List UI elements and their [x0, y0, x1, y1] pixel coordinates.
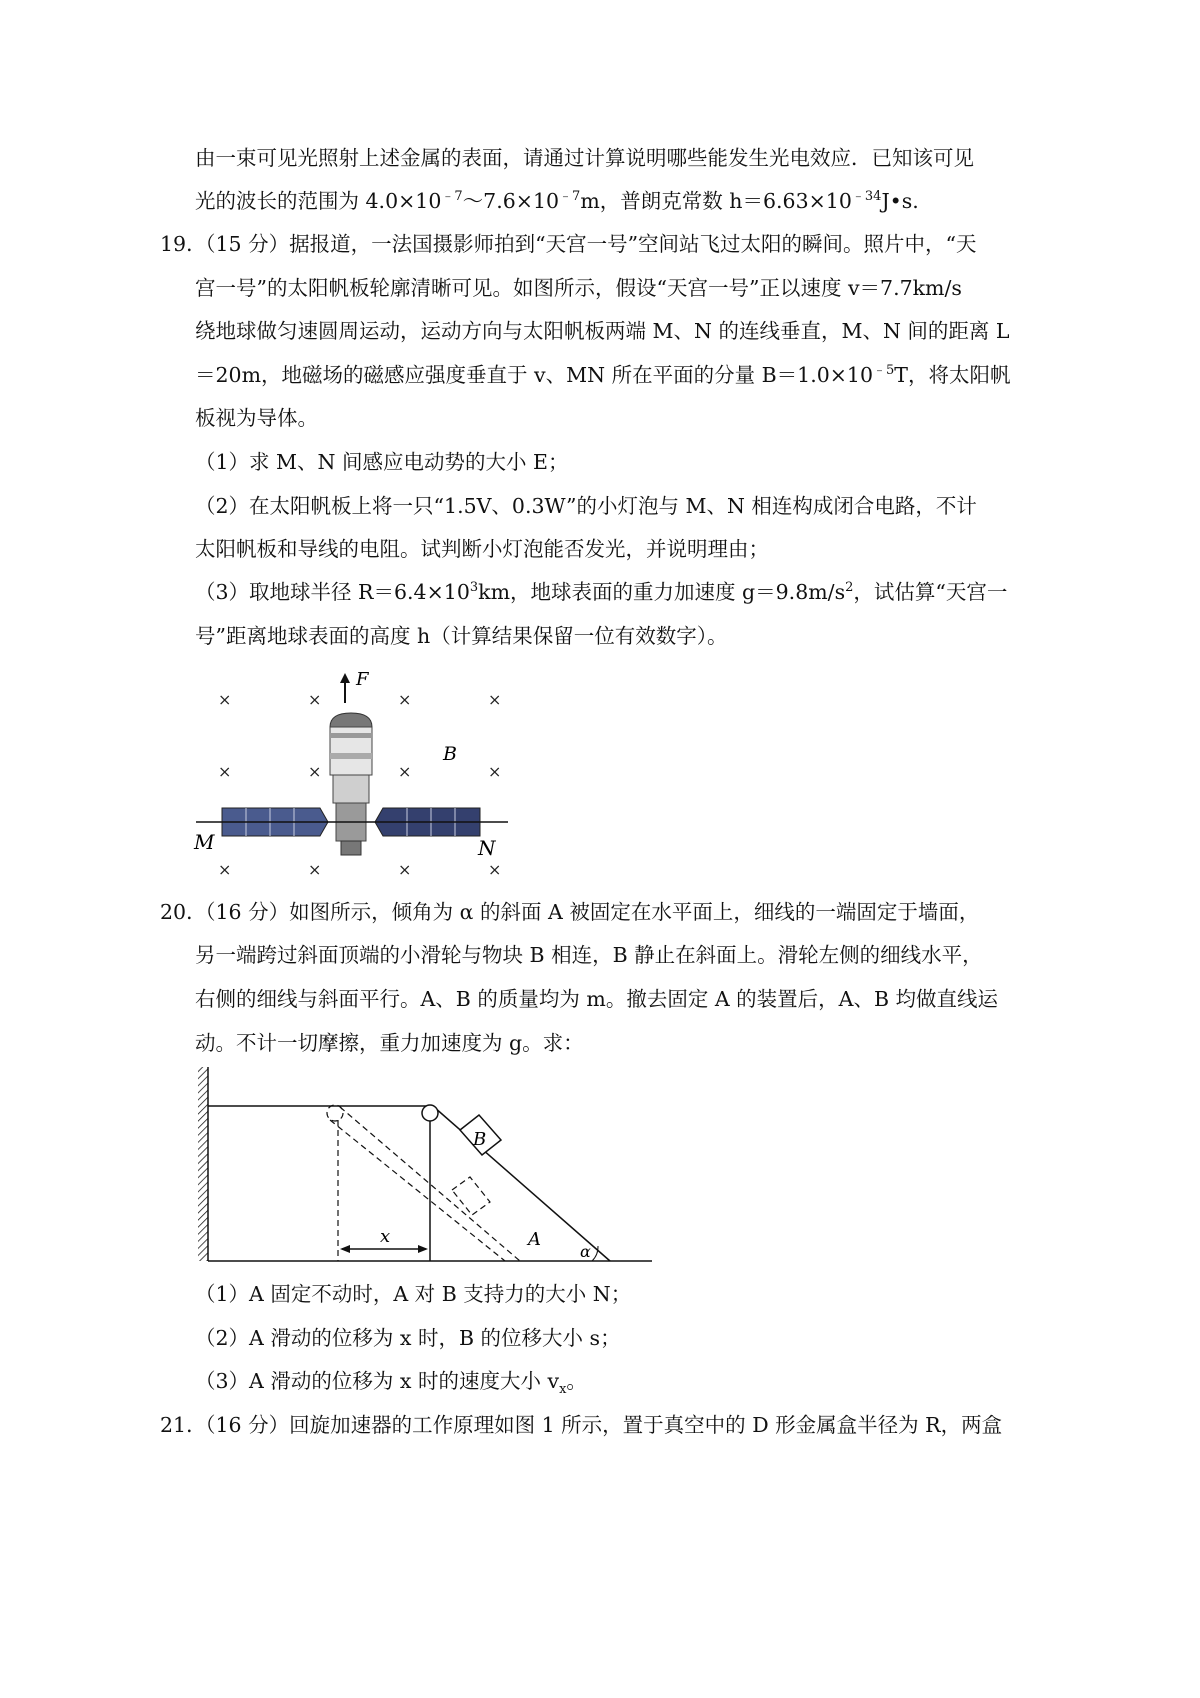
- incline-a: [430, 1107, 610, 1261]
- q19-text-line-5: 板视为导体。: [195, 406, 318, 430]
- q19-line4-a: ＝20m，地磁场的磁感应强度垂直于 v、MN 所在平面的分量 B＝1.0×10: [195, 363, 874, 387]
- q20-header: （16 分）如图所示，倾角为 α 的斜面 A 被固定在水平面上，细线的一端固定于墙面，: [195, 900, 980, 924]
- q19-text-line-4: [195, 360, 1010, 390]
- field-cross: ×: [398, 762, 412, 781]
- field-cross: ×: [308, 762, 322, 781]
- q18-text-line-2: [195, 186, 919, 216]
- field-cross: ×: [218, 860, 232, 879]
- q18-text-line-1: 由一束可见光照射上述金属的表面，请通过计算说明哪些能发生光电效应．已知该可见: [195, 146, 974, 170]
- displacement-label: x: [380, 1226, 391, 1247]
- q18-line2-c: m，普朗克常数 h＝6.63×10: [580, 189, 852, 213]
- field-cross: ×: [488, 690, 502, 709]
- incline-figure: [190, 1065, 660, 1265]
- field-cross: ×: [308, 690, 322, 709]
- space-station-figure: [190, 665, 520, 880]
- q19-number: 19．: [160, 232, 207, 256]
- q20-number: 20．: [160, 900, 207, 924]
- q18-line2-b: ～7.6×10: [462, 189, 560, 213]
- incline-a-label: A: [528, 1229, 541, 1250]
- q19-part3-c: ，试估算“天宫一: [853, 580, 1008, 604]
- field-cross: ×: [398, 690, 412, 709]
- q19-text-line-2: 宫一号”的太阳帆板轮廓清晰可见。如图所示，假设“天宫一号”正以速度 v＝7.7km/s: [195, 276, 962, 300]
- station-body: [330, 713, 372, 855]
- q20-part3-b: 。: [566, 1369, 587, 1393]
- q20-text-line-2: 另一端跨过斜面顶端的小滑轮与物块 B 相连，B 静止在斜面上。滑轮左侧的细线水平，: [195, 943, 983, 967]
- q18-line2-a-exp: ﹣7: [441, 189, 463, 205]
- force-arrow: [340, 673, 350, 703]
- field-cross: ×: [308, 860, 322, 879]
- field-cross: ×: [218, 762, 232, 781]
- q20-part-3: [195, 1366, 587, 1396]
- field-cross: ×: [398, 860, 412, 879]
- block-b-label: B: [473, 1129, 487, 1150]
- field-cross: ×: [488, 860, 502, 879]
- q19-part-3-line-1: [195, 577, 1007, 607]
- q20-part-1: （1）A 固定不动时，A 对 B 支持力的大小 N；: [195, 1282, 632, 1306]
- label-m: M: [194, 830, 215, 854]
- q21-header: （16 分）回旋加速器的工作原理如图 1 所示，置于真空中的 D 形金属盒半径为 R，两盒: [195, 1413, 1003, 1437]
- q19-part-3-line-2: 号”距离地球表面的高度 h（计算结果保留一位有效数字）。: [195, 624, 728, 648]
- q19-part3-a: （3）取地球半径 R＝6.4×10: [195, 580, 470, 604]
- q21-number: 21．: [160, 1413, 207, 1437]
- force-label: F: [356, 669, 369, 690]
- label-n: N: [478, 836, 496, 860]
- q19-part3-exp1: 3: [469, 580, 479, 596]
- q19-part3-b: km，地球表面的重力加速度 g＝9.8m/s: [478, 580, 846, 604]
- q20-part3-a: （3）A 滑动的位移为 x 时的速度大小 v: [195, 1369, 560, 1393]
- pulley: [422, 1105, 438, 1121]
- q20-part-2: （2）A 滑动的位移为 x 时，B 的位移大小 s；: [195, 1326, 621, 1350]
- field-label: B: [443, 743, 457, 765]
- q20-text-line-4: 动。不计一切摩擦，重力加速度为 g。求：: [195, 1031, 584, 1055]
- q19-header: （15 分）据报道，一法国摄影师拍到“天宫一号”空间站飞过太阳的瞬间。照片中，“天: [195, 232, 977, 256]
- q19-text-line-3: 绕地球做匀速圆周运动，运动方向与太阳帆板两端 M、N 的连线垂直，M、N 间的距离 L: [195, 319, 1010, 343]
- q18-line2-c-exp: ﹣34: [851, 189, 882, 205]
- wall: [198, 1067, 208, 1261]
- q18-line2-d: J•s.: [881, 189, 919, 213]
- q20-part3-sub: x: [559, 1382, 567, 1398]
- angle-label: α: [580, 1242, 591, 1261]
- field-cross: ×: [218, 690, 232, 709]
- q18-line2-a: 光的波长的范围为 4.0×10: [195, 189, 442, 213]
- q19-part-1: （1）求 M、N 间感应电动势的大小 E；: [195, 450, 569, 474]
- q19-line4-exp: ﹣5: [873, 363, 895, 379]
- q18-line2-b-exp: ﹣7: [559, 189, 581, 205]
- q19-part-2-line-1: （2）在太阳帆板上将一只“1.5V、0.3W”的小灯泡与 M、N 相连构成闭合电路，不计: [195, 494, 977, 518]
- q19-part-2-line-2: 太阳帆板和导线的电阻。试判断小灯泡能否发光，并说明理由；: [195, 537, 769, 561]
- q19-line4-b: T，将太阳帆: [894, 363, 1011, 387]
- q19-part3-exp2: 2: [845, 580, 854, 596]
- field-cross: ×: [488, 762, 502, 781]
- q20-text-line-3: 右侧的细线与斜面平行。A、B 的质量均为 m。撤去固定 A 的装置后，A、B 均做直线运: [195, 987, 999, 1011]
